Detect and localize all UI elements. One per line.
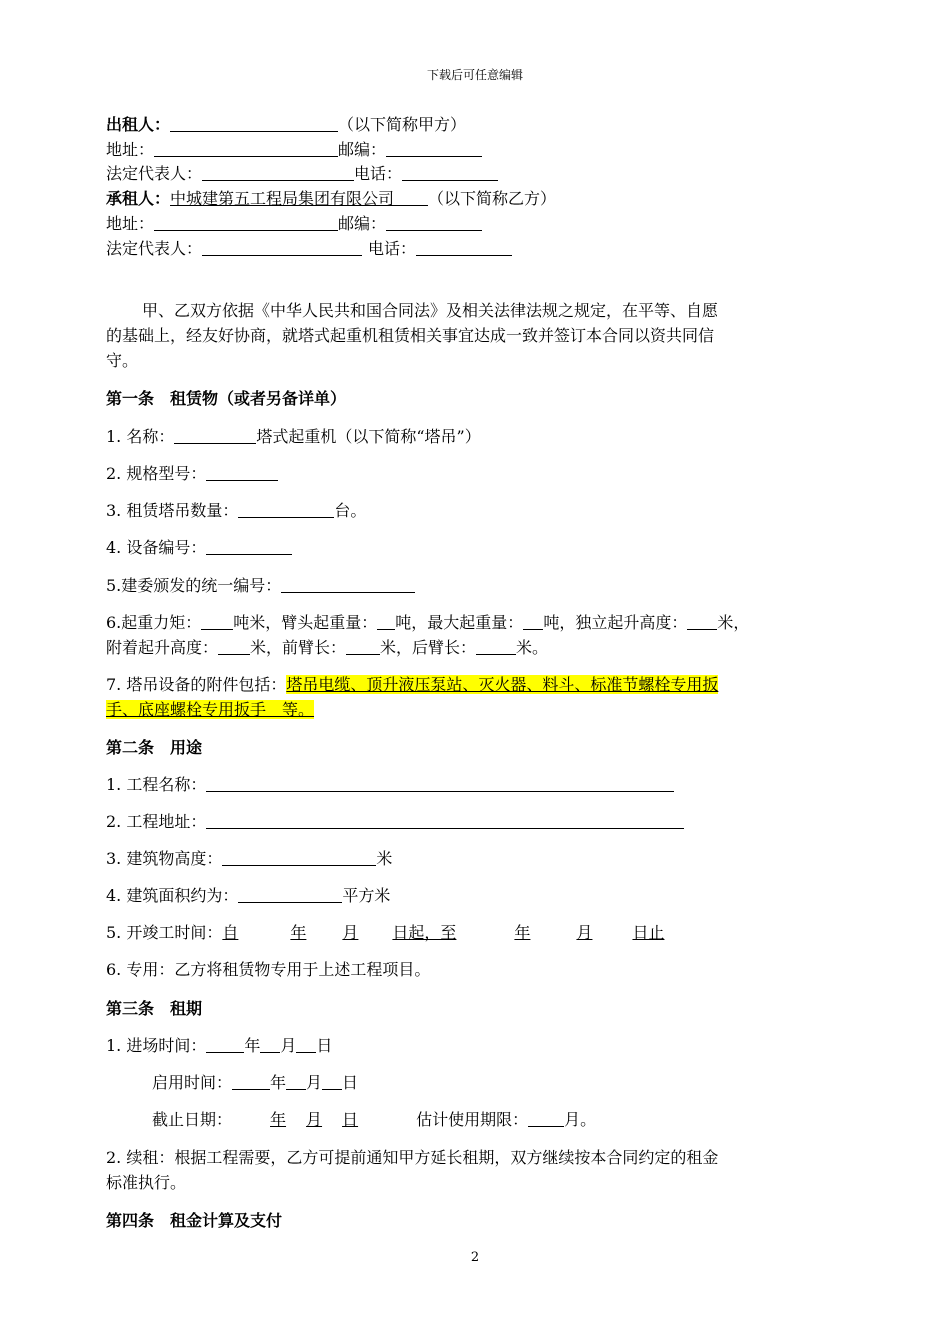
- lessee-rep-line: [106, 238, 512, 260]
- free-height-blank: [687, 613, 717, 630]
- building-height-blank: [222, 849, 376, 866]
- day-label: 日: [316, 1036, 333, 1055]
- item-label: 4. 设备编号：: [106, 538, 207, 557]
- article-3-title: 第三条 租期: [106, 999, 203, 1018]
- item-label: 3. 租赁塔吊数量：: [106, 501, 239, 520]
- article-1-item-2: [106, 463, 278, 485]
- month-label: 月: [306, 1073, 323, 1092]
- legal-rep-label-2: 法定代表人：: [106, 239, 203, 258]
- lessee-name: 中城建第五工程局集团有限公司: [170, 189, 395, 208]
- lessor-phone-blank: [402, 164, 498, 181]
- article-2-title: 第二条 用途: [106, 738, 203, 757]
- article-2-item-4: [106, 885, 390, 907]
- lessee-phone-blank: [416, 239, 512, 256]
- day-label: 日: [342, 1073, 359, 1092]
- article-2-item-3: [106, 848, 392, 870]
- page-header-note: 下载后可任意编辑: [426, 68, 523, 82]
- article-2-item-1: [106, 774, 674, 796]
- lessee-line: [106, 188, 556, 210]
- article-1-item-3: [106, 500, 366, 522]
- page-number: 2: [470, 1250, 480, 1265]
- item-text: 吨米，臂头起重量：: [233, 613, 378, 632]
- item-label: 启用时间：: [152, 1073, 233, 1092]
- model-blank: [206, 464, 278, 481]
- lessee-label: 承租人：: [106, 189, 171, 208]
- article-3-item-2-line-1: 2. 续租：根据工程需要，乙方可提前通知甲方延长租期，双方继续按本合同约定的租金: [106, 1148, 719, 1167]
- address-label-2: 地址：: [106, 214, 155, 233]
- legal-rep-label: 法定代表人：: [106, 164, 203, 183]
- lessor-suffix: （以下简称甲方）: [338, 115, 467, 134]
- construction-period: 自 年 月 日起，至 年 月 日止: [222, 923, 665, 942]
- article-3-item-2-line-2: 标准执行。: [106, 1173, 187, 1192]
- article-1-item-7-line-1: [106, 674, 718, 696]
- project-address-blank: [206, 812, 684, 829]
- start-day-blank: [322, 1073, 342, 1090]
- article-1-item-6-line-1: [106, 612, 749, 634]
- unified-no-blank: [281, 576, 415, 593]
- article-3-end-date: [152, 1109, 596, 1131]
- item-label: 1. 名称：: [106, 427, 175, 446]
- item-text: 米，后臂长：: [380, 638, 477, 657]
- lessor-postcode-blank: [386, 140, 482, 157]
- article-3-start-time: [152, 1072, 358, 1094]
- intro-line-1: 甲、乙双方依据《中华人民共和国合同法》及相关法律法规之规定，在平等、自愿: [142, 301, 719, 320]
- item-label: 2. 工程地址：: [106, 812, 207, 831]
- article-2-item-6: 6. 专用：乙方将租赁物专用于上述工程项目。: [106, 960, 431, 979]
- article-1-item-5: [106, 575, 415, 597]
- lessor-address-line: [106, 139, 482, 161]
- crane-name-blank: [174, 427, 256, 444]
- item-text: 吨，最大起重量：: [395, 613, 524, 632]
- item-text: 附着起升高度：: [106, 638, 219, 657]
- lessor-address-blank: [154, 140, 338, 157]
- tip-load-blank: [377, 613, 395, 630]
- end-date-field: 年 月 日: [270, 1110, 359, 1129]
- item-suffix: 米: [376, 849, 393, 868]
- phone-label: 电话：: [354, 164, 403, 183]
- lessor-label: 出租人：: [106, 115, 171, 134]
- floor-area-blank: [238, 886, 342, 903]
- article-1-item-6-line-2: [106, 637, 548, 659]
- item-label: 2. 规格型号：: [106, 464, 207, 483]
- postcode-label: 邮编：: [338, 140, 387, 159]
- article-1-item-7-line-2: [106, 699, 314, 721]
- year-label: 年: [270, 1073, 287, 1092]
- item-label: 截止日期：: [152, 1110, 233, 1129]
- item-suffix: 塔式起重机（以下简称“塔吊”）: [256, 427, 481, 446]
- lessor-blank: [170, 115, 338, 132]
- lessor-line: [106, 114, 466, 136]
- item-label: 1. 进场时间：: [106, 1036, 207, 1055]
- item-text: 吨，独立起升高度：: [543, 613, 688, 632]
- moment-blank: [201, 613, 233, 630]
- highlighted-attachments: 塔吊电缆、顶升液压泵站、灭火器、料斗、标准节螺栓专用扳: [286, 675, 719, 694]
- quantity-blank: [238, 501, 334, 518]
- article-1-title: 第一条 租赁物（或者另备详单）: [106, 389, 347, 408]
- item-label: 4. 建筑面积约为：: [106, 886, 239, 905]
- lessor-rep-line: [106, 163, 498, 185]
- rear-jib-blank: [476, 638, 516, 655]
- article-3-entry-time: [106, 1035, 332, 1057]
- item-label: 7. 塔吊设备的附件包括：: [106, 675, 287, 694]
- est-suffix: 月。: [564, 1110, 597, 1129]
- item-text: 6.起重力矩：: [106, 613, 202, 632]
- item-text: 米，前臂长：: [250, 638, 347, 657]
- article-4-title: 第四条 租金计算及支付: [106, 1211, 283, 1230]
- lessee-suffix: （以下简称乙方）: [428, 189, 557, 208]
- intro-line-3: 守。: [106, 351, 139, 370]
- month-label: 月: [280, 1036, 297, 1055]
- lessee-name-tail: [394, 189, 428, 206]
- item-label: 3. 建筑物高度：: [106, 849, 223, 868]
- item-suffix: 台。: [334, 501, 367, 520]
- lessor-rep-blank: [202, 164, 354, 181]
- start-month-blank: [286, 1073, 306, 1090]
- entry-day-blank: [296, 1036, 316, 1053]
- item-suffix: 平方米: [342, 886, 391, 905]
- address-label: 地址：: [106, 140, 155, 159]
- est-label: 估计使用期限：: [416, 1110, 529, 1129]
- start-year-blank: [232, 1073, 270, 1090]
- entry-year-blank: [206, 1036, 244, 1053]
- front-jib-blank: [346, 638, 380, 655]
- item-label: 5. 开竣工时间：: [106, 923, 223, 942]
- highlighted-attachments-2: 手、底座螺栓专用扳手 等。: [106, 700, 315, 719]
- lessee-address-line: [106, 213, 482, 235]
- anchored-height-blank: [218, 638, 250, 655]
- item-text: 米，: [717, 613, 750, 632]
- intro-line-2: 的基础上，经友好协商，就塔式起重机租赁相关事宜达成一致并签订本合同以资共同信: [106, 326, 715, 345]
- lessee-postcode-blank: [386, 214, 482, 231]
- project-name-blank: [206, 775, 674, 792]
- lessee-address-blank: [154, 214, 338, 231]
- est-months-blank: [528, 1110, 564, 1127]
- article-1-item-1: [106, 426, 481, 448]
- phone-label-2: 电话：: [368, 239, 417, 258]
- article-2-item-2: [106, 811, 684, 833]
- article-1-item-4: [106, 537, 292, 559]
- entry-month-blank: [260, 1036, 280, 1053]
- item-label: 1. 工程名称：: [106, 775, 207, 794]
- max-load-blank: [523, 613, 543, 630]
- item-label: 5.建委颁发的统一编号：: [106, 576, 282, 595]
- article-2-item-5: [106, 922, 664, 944]
- year-label: 年: [244, 1036, 261, 1055]
- lessee-rep-blank: [202, 239, 362, 256]
- item-text: 米。: [516, 638, 549, 657]
- equipment-no-blank: [206, 538, 292, 555]
- postcode-label-2: 邮编：: [338, 214, 387, 233]
